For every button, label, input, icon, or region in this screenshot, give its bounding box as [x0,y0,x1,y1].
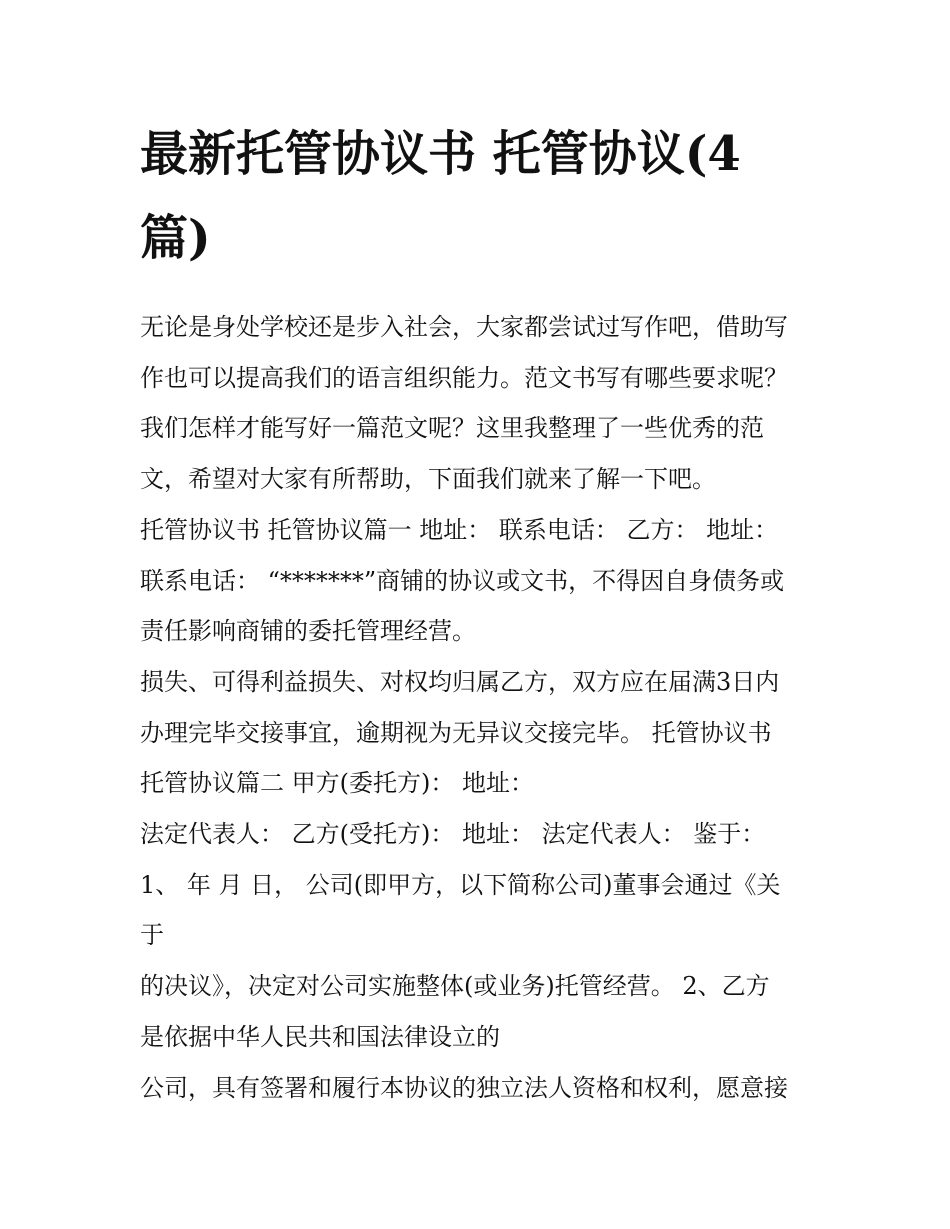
text-line: 损失、可得利益损失、对权均归属乙方，双方应在届满3日内 [140,667,780,696]
title-line: 最新托管协议书 托管协议(4 [140,126,741,182]
text-line: 我们怎样才能写好一篇范文呢？这里我整理了一些优秀的范 [140,414,764,443]
paragraph-agreement-one [140,505,820,657]
text-line: 的决议》，决定对公司实施整体(或业务)托管经营。 2、乙方 [140,972,770,1001]
paragraph-handover [140,657,820,809]
document-page [140,112,820,1113]
document-body [140,302,820,1113]
paragraph-intro [140,302,820,505]
text-line: 托管协议书 托管协议篇一 地址： 联系电话： 乙方： 地址： [140,515,779,544]
text-line: 文，希望对大家有所帮助，下面我们就来了解一下吧。 [140,465,716,494]
paragraph-parties [140,809,820,860]
text-line: 托管协议篇二 甲方(委托方)： 地址： [140,769,534,798]
text-line: 1、 年 月 日， 公司(即甲方，以下简称公司)董事会通过《关 [140,870,781,899]
paragraph-clause-one [140,860,820,961]
text-line: 公司，具有签署和履行本协议的独立法人资格和权利，愿意接 [140,1073,788,1102]
document-title [140,112,820,280]
text-line: 法定代表人： 乙方(受托方)： 地址： 法定代表人： 鉴于： [140,820,766,849]
paragraph-company [140,1063,820,1114]
text-line: 是依据中华人民共和国法律设立的 [140,1022,500,1051]
title-line: 篇) [140,210,211,266]
text-line: 作也可以提高我们的语言组织能力。范文书写有哪些要求呢？ [140,363,788,392]
text-line: 于 [140,921,164,950]
text-line: 无论是身处学校还是步入社会，大家都尝试过写作吧，借助写 [140,313,788,341]
paragraph-resolution [140,961,820,1062]
text-line: 办理完毕交接事宜，逾期视为无异议交接完毕。 托管协议书 [140,718,772,747]
text-line: 责任影响商铺的委托管理经营。 [140,617,476,646]
text-line: 联系电话： “*******”商铺的协议或文书，不得因自身债务或 [140,566,785,595]
